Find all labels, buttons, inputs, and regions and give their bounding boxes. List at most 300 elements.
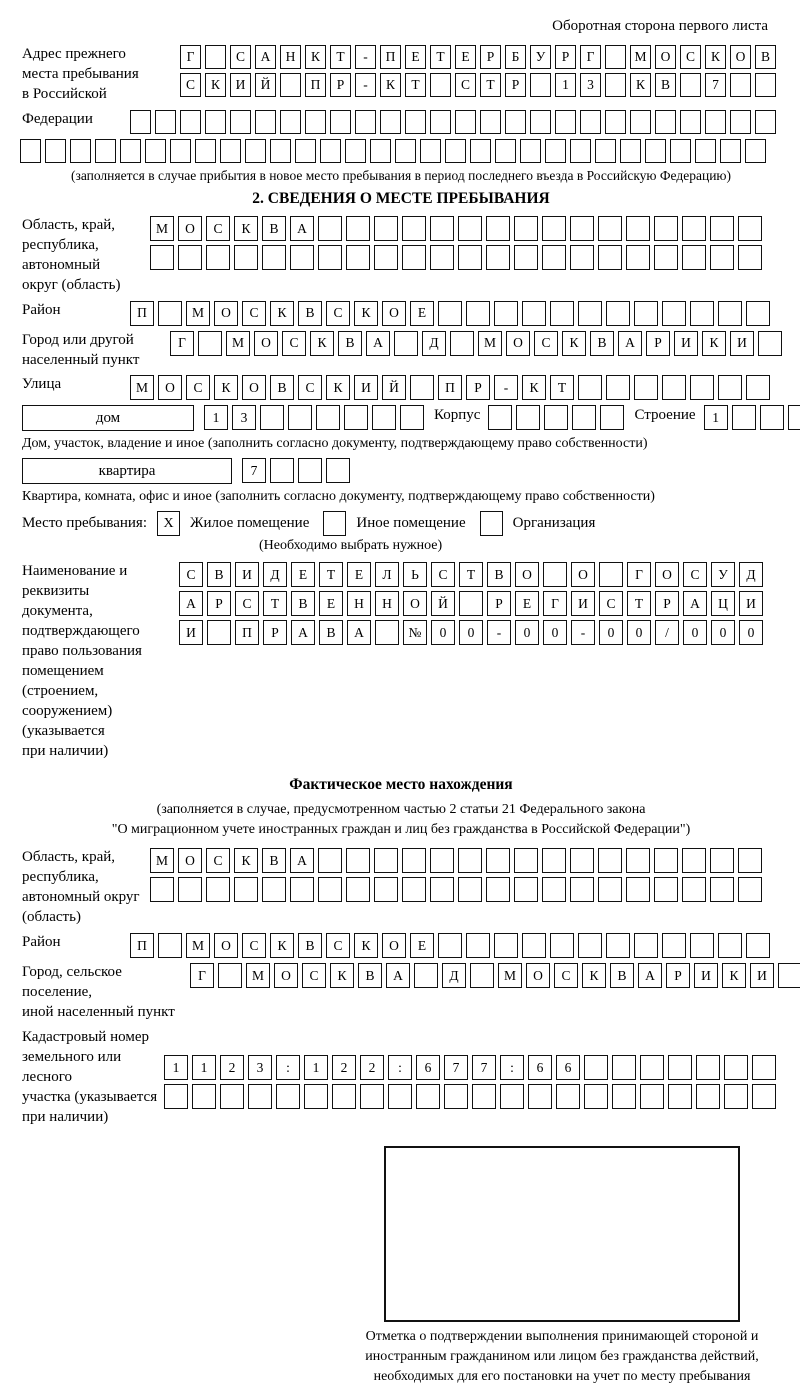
char-cell[interactable]: А bbox=[291, 620, 315, 645]
char-cell[interactable]: О bbox=[515, 562, 539, 587]
char-cell[interactable] bbox=[346, 877, 370, 902]
char-cell[interactable] bbox=[430, 216, 454, 241]
char-cell[interactable]: С bbox=[242, 933, 266, 958]
char-cell[interactable]: С bbox=[180, 73, 201, 97]
char-cell[interactable]: В bbox=[487, 562, 511, 587]
char-cell[interactable] bbox=[450, 331, 474, 356]
char-cell[interactable] bbox=[402, 216, 426, 241]
char-cell[interactable]: А bbox=[638, 963, 662, 988]
char-cell[interactable] bbox=[298, 458, 322, 483]
char-cell[interactable]: П bbox=[235, 620, 259, 645]
char-cell[interactable]: / bbox=[655, 620, 679, 645]
char-cell[interactable] bbox=[645, 139, 666, 163]
char-cell[interactable] bbox=[164, 1084, 188, 1109]
char-cell[interactable]: О bbox=[730, 45, 751, 69]
char-cell[interactable] bbox=[755, 73, 776, 97]
char-cell[interactable] bbox=[472, 1084, 496, 1109]
stay-type-checkbox-organization[interactable] bbox=[480, 511, 503, 536]
char-cell[interactable] bbox=[430, 877, 454, 902]
char-cell[interactable] bbox=[466, 933, 490, 958]
char-cell[interactable] bbox=[207, 620, 231, 645]
char-cell[interactable]: И bbox=[235, 562, 259, 587]
char-cell[interactable] bbox=[430, 110, 451, 134]
char-cell[interactable] bbox=[205, 45, 226, 69]
char-cell[interactable] bbox=[738, 216, 762, 241]
char-cell[interactable] bbox=[680, 110, 701, 134]
char-cell[interactable]: С bbox=[235, 591, 259, 616]
char-cell[interactable]: К bbox=[270, 301, 294, 326]
char-cell[interactable]: М bbox=[150, 216, 174, 241]
char-cell[interactable]: Р bbox=[487, 591, 511, 616]
char-cell[interactable]: Г bbox=[543, 591, 567, 616]
char-cell[interactable]: - bbox=[487, 620, 511, 645]
char-cell[interactable]: О bbox=[178, 216, 202, 241]
char-cell[interactable] bbox=[388, 1084, 412, 1109]
char-cell[interactable]: Г bbox=[580, 45, 601, 69]
char-cell[interactable] bbox=[570, 877, 594, 902]
char-cell[interactable] bbox=[405, 110, 426, 134]
char-cell[interactable]: О bbox=[655, 562, 679, 587]
char-cell[interactable] bbox=[612, 1084, 636, 1109]
char-cell[interactable] bbox=[662, 375, 686, 400]
char-cell[interactable] bbox=[655, 110, 676, 134]
char-cell[interactable] bbox=[414, 963, 438, 988]
char-cell[interactable]: № bbox=[403, 620, 427, 645]
char-cell[interactable]: О bbox=[158, 375, 182, 400]
char-cell[interactable] bbox=[584, 1084, 608, 1109]
char-cell[interactable]: М bbox=[630, 45, 651, 69]
char-cell[interactable] bbox=[318, 848, 342, 873]
char-cell[interactable]: Т bbox=[627, 591, 651, 616]
char-cell[interactable]: П bbox=[130, 301, 154, 326]
char-cell[interactable] bbox=[514, 245, 538, 270]
char-cell[interactable] bbox=[516, 405, 540, 430]
char-cell[interactable] bbox=[205, 110, 226, 134]
char-cell[interactable] bbox=[555, 110, 576, 134]
char-cell[interactable]: Д bbox=[739, 562, 763, 587]
char-cell[interactable] bbox=[778, 963, 800, 988]
char-cell[interactable] bbox=[626, 877, 650, 902]
char-cell[interactable] bbox=[455, 110, 476, 134]
char-cell[interactable]: Р bbox=[655, 591, 679, 616]
char-cell[interactable] bbox=[198, 331, 222, 356]
char-cell[interactable]: К bbox=[354, 933, 378, 958]
char-cell[interactable]: С bbox=[206, 848, 230, 873]
char-cell[interactable]: И bbox=[750, 963, 774, 988]
char-cell[interactable] bbox=[486, 216, 510, 241]
char-cell[interactable] bbox=[318, 216, 342, 241]
char-cell[interactable] bbox=[578, 375, 602, 400]
char-cell[interactable]: Й bbox=[382, 375, 406, 400]
char-cell[interactable] bbox=[606, 933, 630, 958]
char-cell[interactable]: Й bbox=[255, 73, 276, 97]
char-cell[interactable]: Т bbox=[430, 45, 451, 69]
char-cell[interactable] bbox=[276, 1084, 300, 1109]
char-cell[interactable]: С bbox=[326, 301, 350, 326]
char-cell[interactable]: Е bbox=[410, 301, 434, 326]
char-cell[interactable] bbox=[746, 933, 770, 958]
char-cell[interactable]: А bbox=[255, 45, 276, 69]
char-cell[interactable] bbox=[355, 110, 376, 134]
char-cell[interactable]: 2 bbox=[332, 1055, 356, 1080]
char-cell[interactable] bbox=[380, 110, 401, 134]
char-cell[interactable]: И bbox=[739, 591, 763, 616]
char-cell[interactable] bbox=[178, 877, 202, 902]
char-cell[interactable]: 7 bbox=[705, 73, 726, 97]
char-cell[interactable]: В bbox=[755, 45, 776, 69]
char-cell[interactable] bbox=[245, 139, 266, 163]
char-cell[interactable]: О bbox=[382, 301, 406, 326]
char-cell[interactable] bbox=[630, 110, 651, 134]
char-cell[interactable]: 0 bbox=[599, 620, 623, 645]
char-cell[interactable]: К bbox=[205, 73, 226, 97]
char-cell[interactable] bbox=[255, 110, 276, 134]
char-cell[interactable]: К bbox=[354, 301, 378, 326]
char-cell[interactable] bbox=[410, 375, 434, 400]
char-cell[interactable]: И bbox=[730, 331, 754, 356]
char-cell[interactable] bbox=[145, 139, 166, 163]
char-cell[interactable]: О bbox=[254, 331, 278, 356]
char-cell[interactable]: А bbox=[179, 591, 203, 616]
char-cell[interactable] bbox=[710, 216, 734, 241]
char-cell[interactable]: К bbox=[562, 331, 586, 356]
char-cell[interactable]: К bbox=[234, 848, 258, 873]
char-cell[interactable] bbox=[752, 1055, 776, 1080]
char-cell[interactable]: Т bbox=[459, 562, 483, 587]
char-cell[interactable]: 6 bbox=[416, 1055, 440, 1080]
char-cell[interactable]: М bbox=[186, 933, 210, 958]
char-cell[interactable] bbox=[690, 301, 714, 326]
char-cell[interactable] bbox=[206, 245, 230, 270]
char-cell[interactable] bbox=[304, 1084, 328, 1109]
char-cell[interactable] bbox=[458, 877, 482, 902]
char-cell[interactable] bbox=[494, 301, 518, 326]
char-cell[interactable] bbox=[466, 301, 490, 326]
char-cell[interactable]: 1 bbox=[555, 73, 576, 97]
char-cell[interactable] bbox=[682, 216, 706, 241]
char-cell[interactable] bbox=[755, 110, 776, 134]
char-cell[interactable]: В bbox=[319, 620, 343, 645]
char-cell[interactable] bbox=[280, 73, 301, 97]
char-cell[interactable]: О bbox=[242, 375, 266, 400]
char-cell[interactable] bbox=[724, 1055, 748, 1080]
char-cell[interactable]: В bbox=[298, 301, 322, 326]
char-cell[interactable] bbox=[430, 245, 454, 270]
char-cell[interactable] bbox=[598, 245, 622, 270]
char-cell[interactable]: К bbox=[705, 45, 726, 69]
char-cell[interactable]: Г bbox=[170, 331, 194, 356]
char-cell[interactable] bbox=[220, 1084, 244, 1109]
char-cell[interactable]: : bbox=[500, 1055, 524, 1080]
char-cell[interactable]: 0 bbox=[683, 620, 707, 645]
char-cell[interactable] bbox=[668, 1084, 692, 1109]
char-cell[interactable] bbox=[570, 848, 594, 873]
char-cell[interactable] bbox=[395, 139, 416, 163]
char-cell[interactable]: 3 bbox=[580, 73, 601, 97]
char-cell[interactable] bbox=[522, 301, 546, 326]
char-cell[interactable] bbox=[158, 933, 182, 958]
char-cell[interactable] bbox=[180, 110, 201, 134]
char-cell[interactable]: И bbox=[674, 331, 698, 356]
char-cell[interactable] bbox=[248, 1084, 272, 1109]
char-cell[interactable] bbox=[600, 405, 624, 430]
char-cell[interactable] bbox=[788, 405, 800, 430]
char-cell[interactable] bbox=[120, 139, 141, 163]
char-cell[interactable]: Д bbox=[422, 331, 446, 356]
char-cell[interactable]: Р bbox=[666, 963, 690, 988]
char-cell[interactable] bbox=[318, 877, 342, 902]
char-cell[interactable] bbox=[372, 405, 396, 430]
char-cell[interactable] bbox=[572, 405, 596, 430]
char-cell[interactable] bbox=[634, 375, 658, 400]
char-cell[interactable]: В bbox=[655, 73, 676, 97]
char-cell[interactable]: А bbox=[290, 848, 314, 873]
char-cell[interactable]: И bbox=[230, 73, 251, 97]
char-cell[interactable] bbox=[612, 1055, 636, 1080]
char-cell[interactable] bbox=[360, 1084, 384, 1109]
char-cell[interactable] bbox=[178, 245, 202, 270]
char-cell[interactable] bbox=[374, 848, 398, 873]
char-cell[interactable]: С bbox=[230, 45, 251, 69]
char-cell[interactable] bbox=[598, 216, 622, 241]
char-cell[interactable] bbox=[584, 1055, 608, 1080]
char-cell[interactable] bbox=[374, 245, 398, 270]
char-cell[interactable]: К bbox=[326, 375, 350, 400]
char-cell[interactable]: П bbox=[438, 375, 462, 400]
char-cell[interactable] bbox=[682, 877, 706, 902]
char-cell[interactable] bbox=[680, 73, 701, 97]
char-cell[interactable] bbox=[710, 848, 734, 873]
char-cell[interactable]: 0 bbox=[431, 620, 455, 645]
char-cell[interactable]: Р bbox=[646, 331, 670, 356]
char-cell[interactable] bbox=[606, 301, 630, 326]
char-cell[interactable] bbox=[220, 139, 241, 163]
char-cell[interactable] bbox=[374, 877, 398, 902]
char-cell[interactable] bbox=[696, 1084, 720, 1109]
char-cell[interactable]: И bbox=[179, 620, 203, 645]
char-cell[interactable] bbox=[345, 139, 366, 163]
char-cell[interactable]: О bbox=[403, 591, 427, 616]
char-cell[interactable] bbox=[480, 110, 501, 134]
char-cell[interactable]: 7 bbox=[444, 1055, 468, 1080]
char-cell[interactable] bbox=[668, 1055, 692, 1080]
char-cell[interactable]: М bbox=[186, 301, 210, 326]
char-cell[interactable] bbox=[640, 1055, 664, 1080]
char-cell[interactable]: 0 bbox=[627, 620, 651, 645]
char-cell[interactable] bbox=[542, 245, 566, 270]
char-cell[interactable]: Д bbox=[442, 963, 466, 988]
char-cell[interactable] bbox=[542, 848, 566, 873]
char-cell[interactable]: С bbox=[680, 45, 701, 69]
char-cell[interactable]: У bbox=[530, 45, 551, 69]
char-cell[interactable]: С bbox=[683, 562, 707, 587]
char-cell[interactable]: Е bbox=[319, 591, 343, 616]
char-cell[interactable] bbox=[295, 139, 316, 163]
char-cell[interactable]: В bbox=[590, 331, 614, 356]
char-cell[interactable]: М bbox=[226, 331, 250, 356]
char-cell[interactable] bbox=[543, 562, 567, 587]
char-cell[interactable] bbox=[599, 562, 623, 587]
char-cell[interactable]: 1 bbox=[164, 1055, 188, 1080]
char-cell[interactable] bbox=[500, 1084, 524, 1109]
char-cell[interactable] bbox=[718, 375, 742, 400]
char-cell[interactable] bbox=[580, 110, 601, 134]
char-cell[interactable] bbox=[695, 139, 716, 163]
char-cell[interactable]: О bbox=[214, 933, 238, 958]
char-cell[interactable]: К bbox=[630, 73, 651, 97]
char-cell[interactable] bbox=[402, 245, 426, 270]
char-cell[interactable]: 2 bbox=[220, 1055, 244, 1080]
char-cell[interactable] bbox=[745, 139, 766, 163]
char-cell[interactable] bbox=[438, 301, 462, 326]
char-cell[interactable]: И bbox=[571, 591, 595, 616]
char-cell[interactable] bbox=[326, 458, 350, 483]
char-cell[interactable] bbox=[738, 848, 762, 873]
char-cell[interactable]: О bbox=[571, 562, 595, 587]
char-cell[interactable]: : bbox=[276, 1055, 300, 1080]
char-cell[interactable]: Е bbox=[347, 562, 371, 587]
char-cell[interactable] bbox=[634, 933, 658, 958]
char-cell[interactable]: В bbox=[270, 375, 294, 400]
char-cell[interactable]: 6 bbox=[556, 1055, 580, 1080]
char-cell[interactable] bbox=[705, 110, 726, 134]
char-cell[interactable]: Е bbox=[291, 562, 315, 587]
char-cell[interactable]: О bbox=[382, 933, 406, 958]
char-cell[interactable] bbox=[758, 331, 782, 356]
char-cell[interactable] bbox=[430, 848, 454, 873]
char-cell[interactable] bbox=[260, 405, 284, 430]
char-cell[interactable] bbox=[738, 877, 762, 902]
char-cell[interactable] bbox=[402, 877, 426, 902]
char-cell[interactable] bbox=[606, 375, 630, 400]
char-cell[interactable]: П bbox=[380, 45, 401, 69]
char-cell[interactable]: 3 bbox=[248, 1055, 272, 1080]
char-cell[interactable] bbox=[195, 139, 216, 163]
char-cell[interactable]: С bbox=[455, 73, 476, 97]
char-cell[interactable]: В bbox=[207, 562, 231, 587]
char-cell[interactable]: 0 bbox=[459, 620, 483, 645]
char-cell[interactable] bbox=[746, 301, 770, 326]
char-cell[interactable] bbox=[234, 245, 258, 270]
char-cell[interactable]: 7 bbox=[472, 1055, 496, 1080]
char-cell[interactable] bbox=[192, 1084, 216, 1109]
char-cell[interactable] bbox=[605, 110, 626, 134]
char-cell[interactable] bbox=[330, 110, 351, 134]
char-cell[interactable] bbox=[514, 877, 538, 902]
char-cell[interactable] bbox=[605, 45, 626, 69]
char-cell[interactable] bbox=[344, 405, 368, 430]
char-cell[interactable] bbox=[738, 245, 762, 270]
char-cell[interactable] bbox=[578, 301, 602, 326]
char-cell[interactable] bbox=[550, 933, 574, 958]
char-cell[interactable]: Й bbox=[431, 591, 455, 616]
char-cell[interactable] bbox=[458, 245, 482, 270]
char-cell[interactable]: К bbox=[522, 375, 546, 400]
char-cell[interactable] bbox=[720, 139, 741, 163]
char-cell[interactable] bbox=[595, 139, 616, 163]
char-cell[interactable] bbox=[495, 139, 516, 163]
char-cell[interactable] bbox=[416, 1084, 440, 1109]
char-cell[interactable]: А bbox=[290, 216, 314, 241]
char-cell[interactable] bbox=[318, 245, 342, 270]
char-cell[interactable]: К bbox=[582, 963, 606, 988]
char-cell[interactable] bbox=[234, 877, 258, 902]
char-cell[interactable]: М bbox=[246, 963, 270, 988]
char-cell[interactable]: 1 bbox=[204, 405, 228, 430]
char-cell[interactable] bbox=[522, 933, 546, 958]
char-cell[interactable] bbox=[544, 405, 568, 430]
char-cell[interactable] bbox=[732, 405, 756, 430]
char-cell[interactable]: 1 bbox=[704, 405, 728, 430]
char-cell[interactable] bbox=[262, 877, 286, 902]
char-cell[interactable]: О bbox=[655, 45, 676, 69]
char-cell[interactable] bbox=[459, 591, 483, 616]
char-cell[interactable]: С bbox=[431, 562, 455, 587]
char-cell[interactable] bbox=[230, 110, 251, 134]
char-cell[interactable]: Е bbox=[410, 933, 434, 958]
char-cell[interactable] bbox=[578, 933, 602, 958]
char-cell[interactable] bbox=[620, 139, 641, 163]
char-cell[interactable]: Р bbox=[480, 45, 501, 69]
char-cell[interactable] bbox=[218, 963, 242, 988]
char-cell[interactable]: С bbox=[599, 591, 623, 616]
char-cell[interactable] bbox=[290, 877, 314, 902]
char-cell[interactable]: Т bbox=[263, 591, 287, 616]
char-cell[interactable] bbox=[654, 877, 678, 902]
char-cell[interactable]: 0 bbox=[543, 620, 567, 645]
char-cell[interactable] bbox=[746, 375, 770, 400]
stay-type-checkbox-other[interactable] bbox=[323, 511, 346, 536]
char-cell[interactable]: О bbox=[506, 331, 530, 356]
char-cell[interactable]: Н bbox=[375, 591, 399, 616]
char-cell[interactable] bbox=[682, 245, 706, 270]
char-cell[interactable]: - bbox=[571, 620, 595, 645]
char-cell[interactable] bbox=[550, 301, 574, 326]
char-cell[interactable] bbox=[430, 73, 451, 97]
char-cell[interactable] bbox=[486, 877, 510, 902]
char-cell[interactable] bbox=[158, 301, 182, 326]
char-cell[interactable] bbox=[375, 620, 399, 645]
char-cell[interactable]: О bbox=[214, 301, 238, 326]
char-cell[interactable]: А bbox=[618, 331, 642, 356]
char-cell[interactable]: - bbox=[355, 45, 376, 69]
char-cell[interactable]: В bbox=[338, 331, 362, 356]
char-cell[interactable]: С bbox=[282, 331, 306, 356]
char-cell[interactable]: Т bbox=[480, 73, 501, 97]
char-cell[interactable]: С bbox=[554, 963, 578, 988]
char-cell[interactable]: К bbox=[702, 331, 726, 356]
char-cell[interactable]: К bbox=[722, 963, 746, 988]
char-cell[interactable] bbox=[95, 139, 116, 163]
char-cell[interactable]: 0 bbox=[739, 620, 763, 645]
char-cell[interactable] bbox=[730, 73, 751, 97]
char-cell[interactable] bbox=[514, 216, 538, 241]
char-cell[interactable] bbox=[270, 139, 291, 163]
char-cell[interactable] bbox=[290, 245, 314, 270]
char-cell[interactable] bbox=[280, 110, 301, 134]
char-cell[interactable]: А bbox=[366, 331, 390, 356]
char-cell[interactable]: Т bbox=[405, 73, 426, 97]
char-cell[interactable]: Р bbox=[330, 73, 351, 97]
char-cell[interactable] bbox=[346, 245, 370, 270]
char-cell[interactable] bbox=[640, 1084, 664, 1109]
char-cell[interactable] bbox=[494, 933, 518, 958]
char-cell[interactable]: К bbox=[305, 45, 326, 69]
char-cell[interactable]: Е bbox=[515, 591, 539, 616]
stay-type-checkbox-residential[interactable]: X bbox=[157, 511, 180, 536]
char-cell[interactable] bbox=[438, 933, 462, 958]
char-cell[interactable]: Р bbox=[555, 45, 576, 69]
